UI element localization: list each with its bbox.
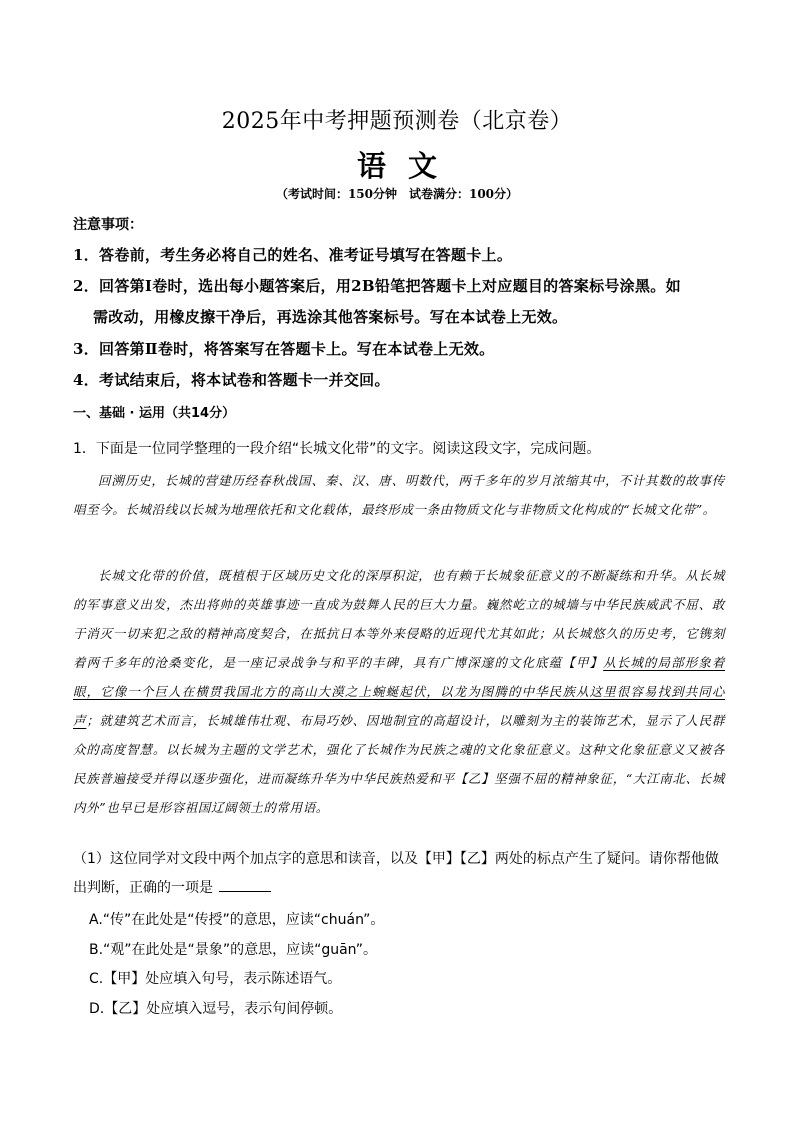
exam-info: （考试时间：150分钟 试卷满分：100分） xyxy=(275,187,519,201)
sub-question-1 xyxy=(73,845,728,903)
notice-heading: 注意事项： xyxy=(73,217,143,233)
question-intro: 1．下面是一位同学整理的一段介绍“长城文化带”的文字。阅读这段文字，完成问题。 xyxy=(73,441,601,457)
notice-item-2: 2．回答第Ⅰ卷时，选出每小题答案后，用2B铅笔把答题卡上对应题目的答案标号涂黑。如 xyxy=(73,277,681,295)
notice-item-3: 3．回答第Ⅱ卷时，将答案写在答题卡上。写在本试卷上无效。 xyxy=(73,340,495,358)
answer-blank[interactable] xyxy=(219,877,271,892)
notice-item-1: 1．答卷前，考生务必将自己的姓名、准考证号填写在答题卡上。 xyxy=(73,246,513,264)
option-c: C.【甲】处应填入句号，表示陈述语气。 xyxy=(89,971,342,987)
notice-item-4: 4．考试结束后，将本试卷和答题卡一并交回。 xyxy=(73,371,390,389)
exam-title: 2025年中考押题预测卷（北京卷） xyxy=(221,109,573,134)
option-a: A.“传”在此处是“传授”的意思，应读“chuán”。 xyxy=(89,912,385,928)
option-d: D.【乙】处应填入逗号，表示句间停顿。 xyxy=(89,1000,343,1017)
subject-title: 语文 xyxy=(356,149,459,183)
passage-paragraph-2 xyxy=(73,561,725,822)
option-b: B.“观”在此处是“景象”的意思，应读“guān”。 xyxy=(89,941,378,958)
section-heading: 一、基础 · 运用（共14分） xyxy=(73,406,236,421)
passage-p2-text xyxy=(73,561,725,822)
passage-p1-text: 回溯历史，长城的营建历经春秋战国、秦、汉、唐、明数代，两千多年的岁月浓缩其中，不计其数的故事传唱至今。长城沿线以长城为地理依托和文化载体，最终形成一条由物质文化与非物质文化构成的“长城文化带”。 xyxy=(73,473,725,517)
sub-question-text: （1）这位同学对文段中两个加点字的意思和读音，以及【甲】【乙】两处的标点产生了疑问。请你帮他做出判断，正确的一项是 xyxy=(73,851,719,896)
passage-p2-part-a: 长城文化带的价值，既植根于区域历史文化的深厚积淀，也有赖于长城象征意义的不断凝练和升华。从长城的军事意义出发，杰出将帅的英雄事迹一直成为鼓舞人民的巨大力量。巍然屹立的城墙与中华民族威武不屈、敢于消灭一切来犯之敌的精神高度契合，在抵抗日本等外来侵略的近现代尤其如此；从长城悠久的历史考，它镌刻着两千多年的沧桑变化，是一座记录战争与和平的丰碑，具有广博深邃的文化底蕴【甲】 xyxy=(73,568,725,670)
passage-p2-part-b: ；就建筑艺术而言，长城雄伟壮观、布局巧妙、因地制宜的高超设计，以雕刻为主的装饰艺术，显示了人民群众的高度智慧。以长城为主题的文学艺术，强化了长城作为民族之魂的文化象征意义。这种文化象征意义又被各民族普遍接受并得以逐步强化，进而凝练升华为中华民族热爱和平【乙】坚强不屈的精神象征，“大江南北、长城内外”也早已是形容祖国辽阔领土的常用语。 xyxy=(73,713,725,815)
passage-underlined-sentence: 从长城的局部形象着眼，它像一个巨人在横贯我国北方的高山大漠之上蜿蜒起伏，以龙为图腾的中华民族从这里很容易找到共同心声 xyxy=(73,655,726,728)
options-list xyxy=(89,906,729,1024)
passage-paragraph-1 xyxy=(73,466,725,524)
notice-item-2-continued: 需改动，用橡皮擦干净后，再选涂其他答案标号。写在本试卷上无效。 xyxy=(93,308,568,326)
